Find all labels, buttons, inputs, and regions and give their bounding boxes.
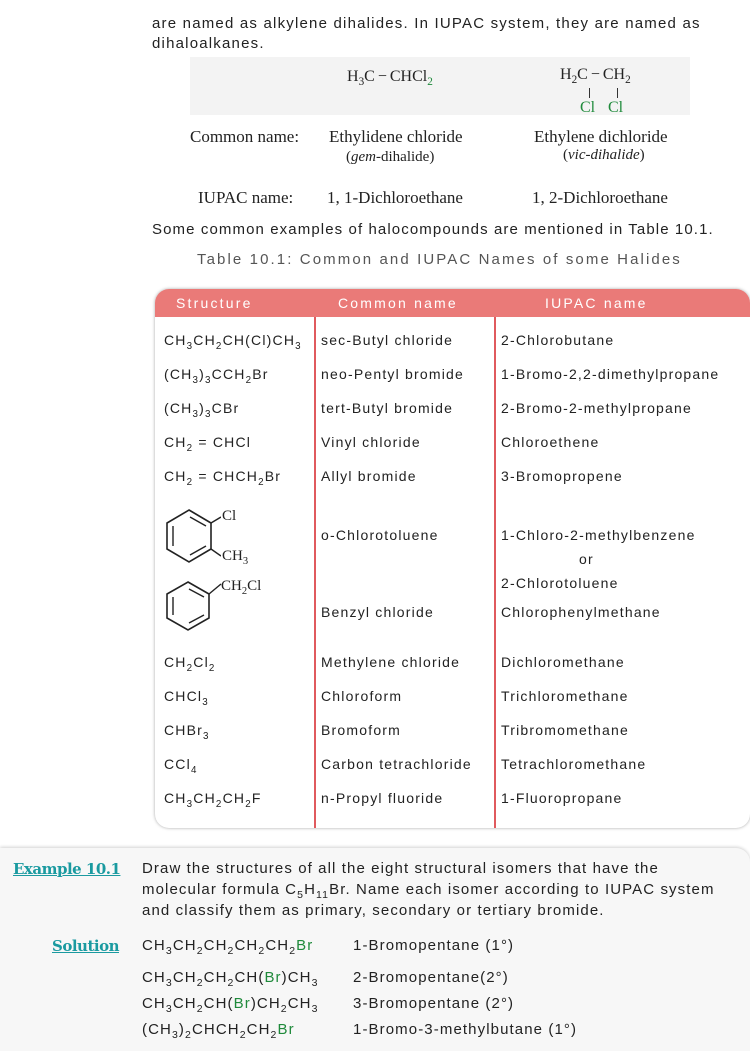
structure-cell: $(CH_3)_3CBr$ bbox=[164, 400, 240, 420]
iupac-name-cell: Chloroethene bbox=[501, 434, 600, 450]
common-name-cell: tert-Butyl bromide bbox=[321, 400, 454, 416]
solution-label: Solution bbox=[52, 937, 119, 955]
structure-cell: CHBr$_3$ bbox=[164, 722, 210, 742]
table-caption: Table 10.1: Common and IUPAC Names of some Halides bbox=[197, 251, 682, 268]
structure-cell: CHCl$_3$ bbox=[164, 688, 209, 708]
question-line-1: Draw the structures of all the eight structural isomers that have the bbox=[142, 860, 659, 877]
ring-substituent-ch3: $CH_3$ bbox=[222, 548, 249, 567]
common-name-cell: Vinyl chloride bbox=[321, 434, 421, 450]
header-structure: Structure bbox=[176, 295, 253, 311]
common-name-1-type: (gem-dihalide) bbox=[346, 149, 435, 165]
iupac-name-cell: 1-Bromo-2,2-dimethylpropane bbox=[501, 366, 720, 382]
iupac-name-cell: 2-Chlorobutane bbox=[501, 332, 615, 348]
common-name-cell: n-Propyl fluoride bbox=[321, 790, 444, 806]
iupac-name-cell: 2-Bromo-2-methylpropane bbox=[501, 400, 693, 416]
common-name-2-type: (vic-dihalide) bbox=[563, 147, 645, 163]
bond-line-right bbox=[617, 88, 618, 98]
iupac-name-2: 1, 2-Dichloroethane bbox=[532, 188, 668, 207]
structure-cell: $CH_2$ = $CHCH_2Br$ bbox=[164, 468, 282, 488]
common-name-1: Ethylidene chloride bbox=[329, 127, 463, 146]
header-iupac-name: IUPAC name bbox=[545, 295, 648, 311]
common-name-cell: Allyl bromide bbox=[321, 468, 417, 484]
ring-substituent-cl: Cl bbox=[222, 508, 237, 524]
formula-ethylidene-chloride: $H_3C$ − CHCl$_2$ bbox=[347, 68, 433, 89]
iupac-or: or bbox=[579, 551, 594, 567]
structure-cell: CCl$_4$ bbox=[164, 756, 198, 776]
common-name-cell: o-Chlorotoluene bbox=[321, 527, 439, 543]
common-name-cell: neo-Pentyl bromide bbox=[321, 366, 464, 382]
iupac-name-cell-alt: 2-Chlorotoluene bbox=[501, 575, 619, 591]
example-label: Example 10.1 bbox=[13, 860, 121, 878]
column-divider-2 bbox=[494, 317, 496, 828]
iupac-name-cell: 3-Bromopropene bbox=[501, 468, 623, 484]
common-name-label: Common name: bbox=[190, 127, 300, 146]
question-line-3: and classify them as primary, secondary or tertiary bromide. bbox=[142, 902, 605, 919]
chlorine-left: Cl bbox=[580, 99, 596, 116]
structure-cell: $CH_3CH_2CH(Cl)CH_3$ bbox=[164, 332, 302, 352]
iupac-name-cell: 1-Fluoropropane bbox=[501, 790, 623, 806]
bond-line-left bbox=[589, 88, 590, 98]
isomer-formula-3: $CH_3CH_2CH(Br)CH_2CH_3$ bbox=[142, 995, 319, 1015]
iupac-name-cell: Trichloromethane bbox=[501, 688, 629, 704]
iupac-name-cell: Tribromomethane bbox=[501, 722, 629, 738]
common-name-cell: Benzyl chloride bbox=[321, 604, 434, 620]
example-box bbox=[0, 848, 750, 1051]
intro-line-2: dihaloalkanes. bbox=[152, 35, 265, 52]
isomer-name-1: 1-Bromopentane (1°) bbox=[353, 937, 515, 954]
isomer-name-3: 3-Bromopentane (2°) bbox=[353, 995, 515, 1012]
iupac-name-1: 1, 1-Dichloroethane bbox=[327, 188, 463, 207]
structure-cell: $CH_2$ = CHCl bbox=[164, 434, 252, 454]
structure-cell: $CH_3CH_2CH_2F$ bbox=[164, 790, 262, 810]
common-name-cell: Methylene chloride bbox=[321, 654, 461, 670]
formula-ethylene-dichloride: $H_2C - CH_2$ bbox=[560, 66, 631, 87]
table-header bbox=[155, 289, 750, 317]
iupac-name-cell: Chlorophenylmethane bbox=[501, 604, 661, 620]
common-name-cell: sec-Butyl chloride bbox=[321, 332, 454, 348]
halides-table bbox=[155, 289, 750, 828]
structure-cell: $(CH_3)_3CCH_2Br$ bbox=[164, 366, 269, 386]
isomer-formula-1: $CH_3CH_2CH_2CH_2CH_2Br$ bbox=[142, 937, 314, 957]
question-line-2: molecular formula $C_5H_{11}Br$. Name each isomer according to IUPAC system bbox=[142, 881, 715, 901]
common-name-cell: Carbon tetrachloride bbox=[321, 756, 472, 772]
ring-substituent-ch2cl: $CH_2Cl$ bbox=[221, 578, 262, 597]
iupac-name-label: IUPAC name: bbox=[198, 188, 294, 207]
iupac-name-cell: Dichloromethane bbox=[501, 654, 625, 670]
examples-sentence: Some common examples of halocompounds are mentioned in Table 10.1. bbox=[152, 221, 714, 238]
isomer-formula-2: $CH_3CH_2CH_2CH(Br)CH_3$ bbox=[142, 969, 319, 989]
common-name-2: Ethylene dichloride bbox=[534, 127, 668, 146]
iupac-name-cell: 1-Chloro-2-methylbenzene bbox=[501, 527, 696, 543]
o-chlorotoluene-ring bbox=[161, 504, 221, 568]
intro-line-1: are named as alkylene dihalides. In IUPAC system, they are named as bbox=[152, 15, 701, 32]
isomer-name-4: 1-Bromo-3-methylbutane (1°) bbox=[353, 1021, 578, 1038]
intro-paragraph bbox=[152, 14, 750, 54]
isomer-formula-4: $(CH_3)_2CHCH_2CH_2Br$ bbox=[142, 1021, 295, 1041]
header-common-name: Common name bbox=[338, 295, 458, 311]
column-divider-1 bbox=[314, 317, 316, 828]
common-name-cell: Chloroform bbox=[321, 688, 403, 704]
benzyl-chloride-ring bbox=[161, 574, 223, 636]
structure-cell: $CH_2Cl_2$ bbox=[164, 654, 216, 674]
iupac-name-cell: Tetrachloromethane bbox=[501, 756, 647, 772]
common-name-cell: Bromoform bbox=[321, 722, 402, 738]
isomer-name-2: 2-Bromopentane(2°) bbox=[353, 969, 509, 986]
chlorine-right: Cl bbox=[608, 99, 624, 116]
